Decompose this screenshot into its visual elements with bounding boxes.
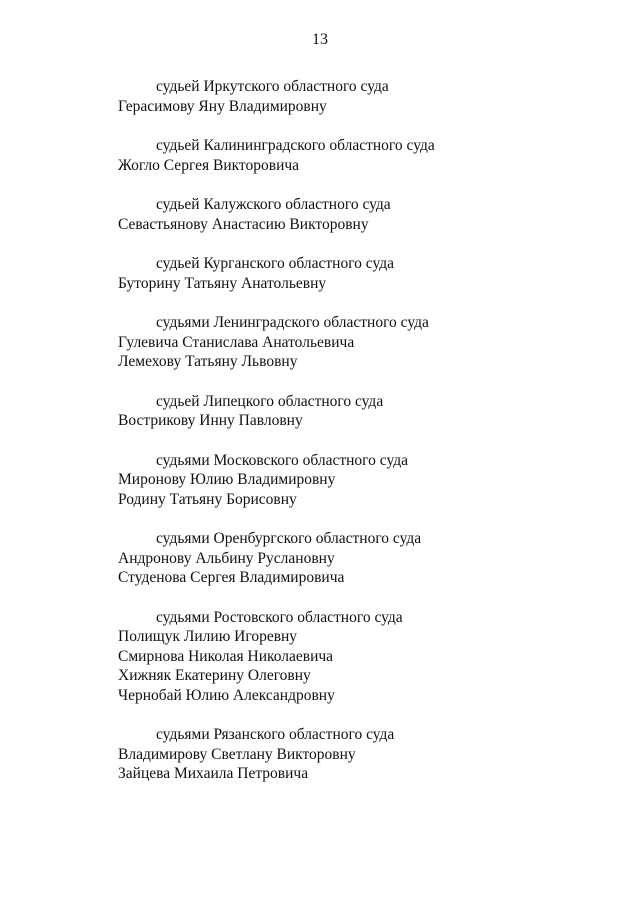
court-heading: судьей Липецкого областного суда [156,392,384,410]
appointment-list [118,77,598,804]
person-name: Миронову Юлию Владимировну [118,471,336,488]
person-name: Вострикову Инну Павловну [118,412,303,429]
court-heading: судьей Калининградского областного суда [156,137,435,154]
person-name: Владимирову Светлану Викторовну [118,745,356,763]
section-kurgan [118,254,598,293]
section-leningrad [118,313,598,372]
person-name: Студенова Сергея Владимировича [118,569,345,586]
court-heading: судьями Ростовского областного суда [156,608,403,626]
person-name: Смирнова Николая Николаевича [118,647,334,665]
section-irkutsk [118,77,598,116]
person-name: Полищук Лилию Игоревну [118,628,298,645]
person-name: Буторину Татьяну Анатольевну [118,274,327,292]
section-moscow [118,451,598,510]
person-name: Севастьянову Анастасию Викторовну [118,215,369,233]
person-name: Гулевича Станислава Анатольевича [118,333,355,351]
person-name: Лемехову Татьяну Львовну [118,353,298,370]
court-heading: судьей Иркутского областного суда [156,78,389,95]
section-rostov [118,608,598,706]
section-orenburg [118,529,598,588]
person-name: Хижняк Екатерину Олеговну [118,667,311,684]
court-heading: судьями Рязанского областного суда [156,726,395,743]
court-heading: судьями Ленинградского областного суда [156,314,429,331]
person-name: Родину Татьяну Борисовну [118,490,297,508]
section-kaluga [118,195,598,234]
person-name: Герасимову Яну Владимировну [118,97,327,115]
page-number: 13 [312,31,328,48]
court-heading: судьями Оренбургского областного суда [156,530,422,547]
court-heading: судьей Курганского областного суда [156,255,395,272]
person-name: Зайцева Михаила Петровича [118,765,309,782]
person-name: Жогло Сергея Викторовича [118,156,300,174]
section-kaliningrad [118,136,598,175]
section-ryazan [118,725,598,784]
person-name: Чернобай Юлию Александровну [118,686,335,704]
person-name: Андронову Альбину Руслановну [118,549,335,567]
section-lipetsk [118,392,598,431]
court-heading: судьями Московского областного суда [156,451,408,469]
court-heading: судьей Калужского областного суда [156,196,391,213]
